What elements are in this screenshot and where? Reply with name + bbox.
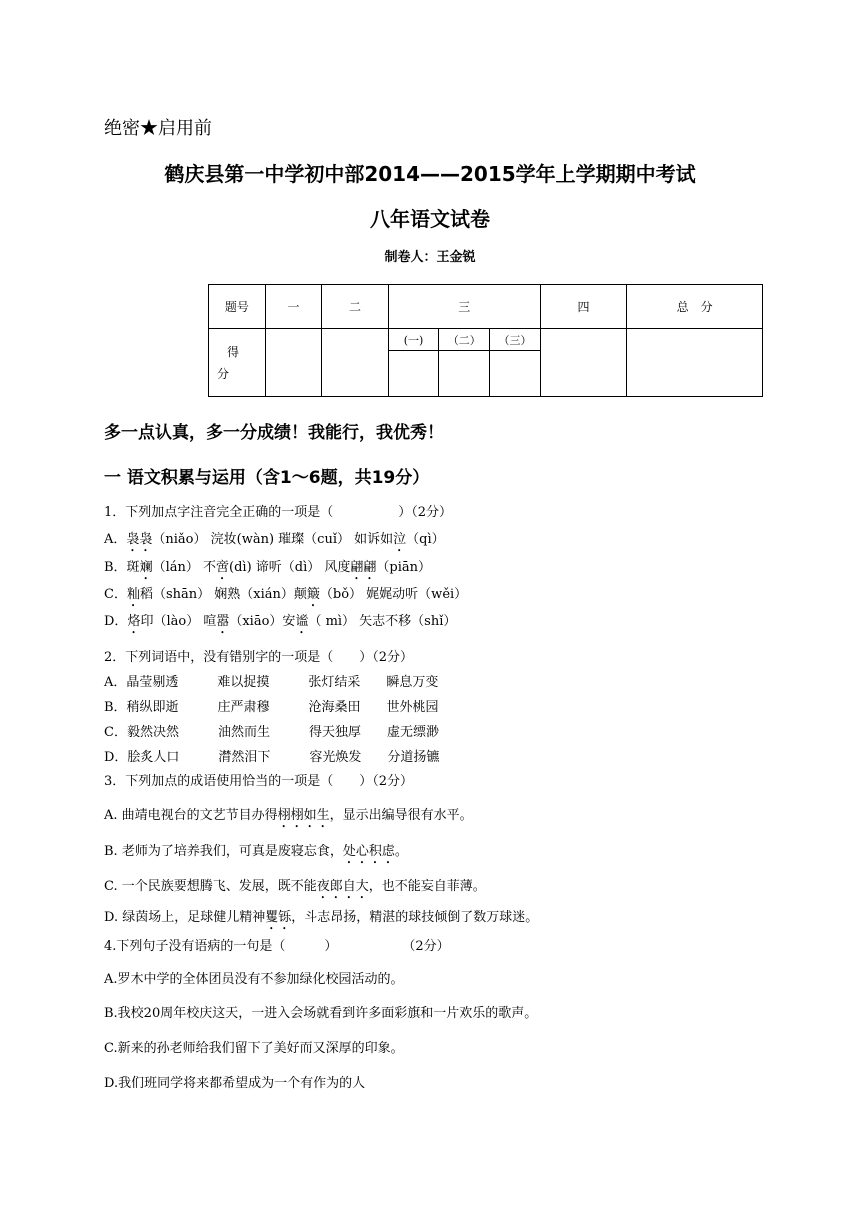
text: （ mì） 矢志不移（shǐ） — [308, 614, 457, 629]
score-table — [208, 284, 763, 397]
dotted-text: 斓 — [139, 560, 153, 575]
dotted-text: 夜郎自大 — [316, 879, 369, 894]
text: 稻（shān） 娴熟（xián）颠 — [139, 587, 307, 602]
text: ，斗志昂扬，精湛的球技倾倒了数万球迷。 — [291, 910, 539, 925]
dotted-text: 袅袅 — [126, 532, 153, 547]
q2-option-c: C．毅然决然 油然而生 得天独厚 虚无缥渺 — [104, 725, 439, 740]
text: D. 绿茵场上，足球健儿精神 — [104, 910, 266, 925]
text: 。 — [394, 844, 408, 859]
q2-stem: 2．下列词语中，没有错别字的一项是（ ）（2分） — [104, 650, 414, 665]
exam-subtitle: 八年语文试卷 — [370, 207, 490, 231]
q2-option-d: D．脍炙人口 潸然泪下 容光焕发 分道扬镳 — [104, 750, 440, 765]
q4-option-d: D.我们班同学将来都希望成为一个有作为的人 — [104, 1076, 366, 1091]
score-cell-3-1[interactable] — [388, 351, 439, 397]
q1-stem: 1．下列加点字注音完全正确的一项是（ ）（2分） — [104, 505, 453, 520]
text: D． — [104, 614, 128, 629]
text: （piān） — [376, 560, 432, 575]
subheader-cell-2: （二） — [439, 329, 490, 351]
dotted-text: 啻 — [216, 560, 230, 575]
q4-stem: 4.下列句子没有语病的一句是（ ） （2分） — [104, 939, 450, 954]
q3-option-a — [104, 804, 473, 831]
score-cell-3-2[interactable] — [439, 351, 490, 397]
dotted-text: 嚣 — [216, 614, 230, 629]
text: ，显示出编导很有水平。 — [329, 808, 473, 823]
text: （lán） 不 — [152, 560, 216, 575]
dotted-text: 谧 — [295, 614, 309, 629]
score-cell-total[interactable] — [627, 329, 763, 397]
dotted-text: 烙 — [127, 614, 141, 629]
text: B. 老师为了培养我们，可真是废寝忘食， — [104, 844, 343, 859]
score-cell-2[interactable] — [322, 329, 388, 397]
dotted-text: 簸 — [306, 587, 320, 602]
dotted-text: 泣 — [393, 532, 407, 547]
dotted-text: 矍铄 — [265, 910, 292, 925]
text: A． — [104, 532, 127, 547]
dotted-text: 籼 — [126, 587, 140, 602]
text: 印（lào） 喧 — [140, 614, 217, 629]
q1-option-b — [104, 556, 431, 583]
score-label-top: 得 — [227, 344, 240, 359]
text: （xiāo）安 — [229, 614, 296, 629]
text: （bǒ） 娓娓动听（wěi） — [319, 587, 468, 602]
dotted-text: 栩栩如生 — [277, 808, 330, 823]
q2-option-a: A．晶莹剔透 难以捉摸 张灯结采 瞬息万变 — [104, 675, 439, 690]
header-cell-4: 四 — [540, 285, 626, 329]
header-cell-2: 二 — [322, 285, 388, 329]
confidential-mark: 绝密★启用前 — [104, 118, 212, 139]
q4-option-a: A.罗木中学的全体团员没有不参加绿化校园活动的。 — [104, 972, 404, 987]
header-cell-1: 一 — [265, 285, 322, 329]
text: (dì) 谛听（dì） 风度 — [229, 560, 351, 575]
dotted-text: 处心积虑 — [342, 844, 395, 859]
dotted-text: 翩翩 — [350, 560, 377, 575]
q1-option-a — [104, 528, 445, 555]
q3-stem: 3．下列加点的成语使用恰当的一项是（ ）（2分） — [104, 774, 414, 789]
author-line: 制卷人：王金锐 — [384, 250, 476, 265]
header-cell-3: 三 — [388, 285, 540, 329]
q4-option-c: C.新来的孙老师给我们留下了美好而又深厚的印象。 — [104, 1041, 404, 1056]
motto: 多一点认真，多一分成绩！我能行，我优秀！ — [104, 423, 444, 443]
text: （niǎo） 浣妆(wàn) 璀璨（cuǐ） 如诉如 — [152, 532, 394, 547]
q1-option-c — [104, 583, 467, 610]
score-label-bottom: 分 — [217, 366, 230, 381]
q2-option-b: B．稍纵即逝 庄严肃穆 沧海桑田 世外桃园 — [104, 700, 439, 715]
q3-option-b — [104, 840, 408, 867]
subheader-cell-3: （三） — [490, 329, 541, 351]
q1-option-d — [104, 610, 456, 637]
exam-title: 鹤庆县第一中学初中部2014——2015学年上学期期中考试 — [164, 162, 696, 186]
q3-option-c — [104, 875, 486, 902]
text: ，也不能妄自菲薄。 — [368, 879, 486, 894]
q3-option-d — [104, 906, 538, 933]
header-cell-no: 题号 — [209, 285, 266, 329]
header-cell-total: 总 分 — [627, 285, 763, 329]
text: （qì） — [406, 532, 445, 547]
score-cell-1[interactable] — [265, 329, 322, 397]
score-label-cell — [209, 329, 266, 397]
score-cell-4[interactable] — [540, 329, 626, 397]
score-cell-3-3[interactable] — [490, 351, 541, 397]
q4-option-b: B.我校20周年校庆这天，一进入会场就看到许多面彩旗和一片欢乐的歌声。 — [104, 1006, 538, 1021]
section-heading: 一 语文积累与运用（含1～6题，共19分） — [104, 468, 430, 488]
text: C． — [104, 587, 127, 602]
text: A. 曲靖电视台的文艺节目办得 — [104, 808, 278, 823]
text: B．斑 — [104, 560, 140, 575]
subheader-cell-1: (一) — [388, 329, 439, 351]
text: C. 一个民族要想腾飞、发展，既不能 — [104, 879, 317, 894]
